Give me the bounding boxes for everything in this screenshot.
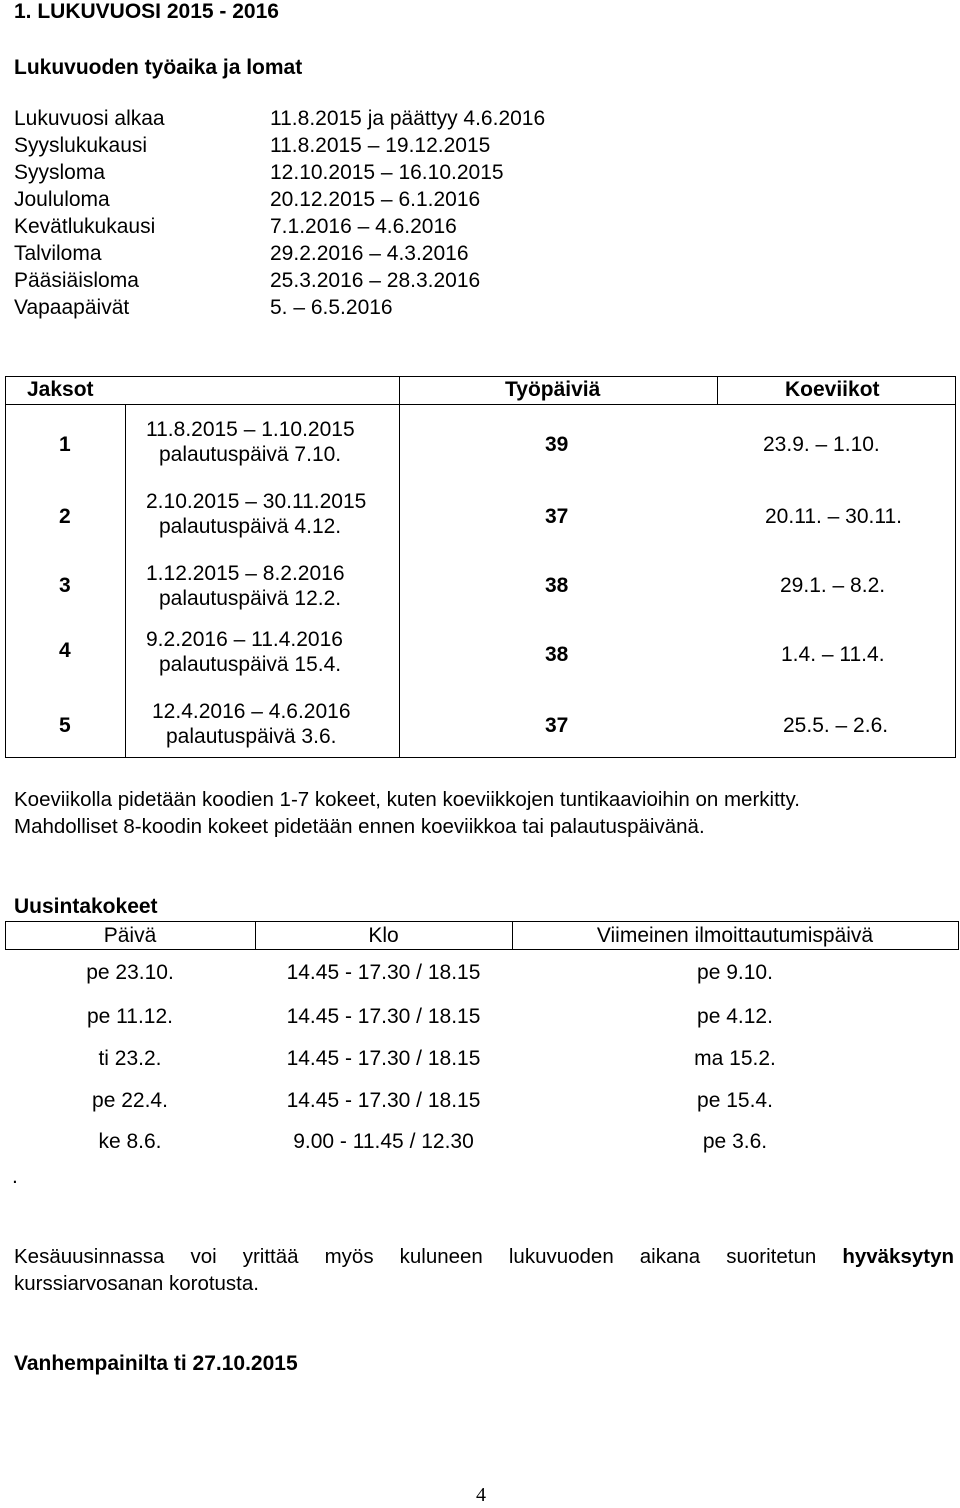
uusinta-title: Uusintakokeet [14,895,158,918]
page-heading: 1. LUKUVUOSI 2015 - 2016 [14,0,279,23]
jakso-days: 37 [545,714,569,737]
uusinta-paiva: pe 23.10. [86,961,174,984]
trailing-dot: . [12,1165,18,1188]
jakso-dates: 11.8.2015 – 1.10.2015 [146,418,355,441]
jakso-koeviikko: 25.5. – 2.6. [783,714,889,737]
uusinta-viimeinen: pe 15.4. [697,1089,773,1112]
period-label: Talviloma [14,242,102,265]
table-border [5,376,6,758]
period-value: 20.12.2015 – 6.1.2016 [270,188,481,211]
kesa-text: Kesäuusinnassa voi yrittää myös kuluneen lukuvuoden aikana suoritetun [14,1245,817,1268]
header-jaksot: Jaksot [27,378,94,401]
table-border [399,376,400,758]
vanhempainilta: Vanhempainilta ti 27.10.2015 [14,1352,298,1375]
jakso-dates: 2.10.2015 – 30.11.2015 [146,490,367,513]
period-label: Kevätlukukausi [14,215,156,238]
jakso-number: 3 [59,574,71,597]
period-value: 11.8.2015 ja päättyy 4.6.2016 [270,107,546,130]
uusinta-viimeinen: pe 9.10. [697,961,773,984]
header-klo: Klo [368,924,399,947]
period-label: Lukuvuosi alkaa [14,107,165,130]
uusinta-viimeinen: pe 3.6. [702,1130,768,1153]
period-value: 7.1.2016 – 4.6.2016 [270,215,457,238]
header-paiva: Päivä [103,924,157,947]
jakso-days: 38 [545,643,569,666]
period-value: 25.3.2016 – 28.3.2016 [270,269,481,292]
table-border [5,404,956,405]
uusinta-klo: 9.00 - 11.45 / 12.30 [293,1130,474,1153]
kesa-line-1 [14,1245,954,1269]
period-label: Syysloma [14,161,106,184]
jakso-days: 37 [545,505,569,528]
jakso-dates: 1.12.2015 – 8.2.2016 [146,562,345,585]
kesa-line-2: kurssiarvosanan korotusta. [14,1272,259,1295]
uusinta-klo: 14.45 - 17.30 / 18.15 [286,961,481,984]
jaksot-table [5,376,956,758]
uusinta-paiva: ti 23.2. [98,1047,162,1070]
uusinta-klo: 14.45 - 17.30 / 18.15 [286,1047,481,1070]
period-label: Joululoma [14,188,110,211]
uusinta-table [5,921,959,1161]
table-border [958,921,959,950]
jakso-number: 4 [59,639,71,662]
page-number: 4 [476,1484,486,1506]
header-koeviikot: Koeviikot [785,378,880,401]
note-line-1: Koeviikolla pidetään koodien 1-7 kokeet, kuten koeviikkojen tuntikaavioihin on merkitty. [14,788,800,811]
period-label: Pääsiäisloma [14,269,139,292]
jakso-number: 5 [59,714,71,737]
section-subheading: Lukuvuoden työaika ja lomat [14,56,303,79]
jakso-days: 39 [545,433,569,456]
jakso-koeviikko: 20.11. – 30.11. [765,505,903,528]
note-line-2: Mahdolliset 8-koodin kokeet pidetään ennen koeviikkoa tai palautuspäivänä. [14,815,705,838]
table-border [5,757,956,758]
jakso-palautus: palautuspäivä 12.2. [159,587,342,610]
table-border [5,921,959,922]
period-value: 29.2.2016 – 4.3.2016 [270,242,469,265]
jakso-days: 38 [545,574,569,597]
uusinta-viimeinen: pe 4.12. [697,1005,773,1028]
jakso-koeviikko: 29.1. – 8.2. [780,574,886,597]
jakso-palautus: palautuspäivä 4.12. [159,515,342,538]
period-label: Vapaapäivät [14,296,130,319]
table-border [717,376,718,404]
jakso-koeviikko: 1.4. – 11.4. [781,643,885,666]
uusinta-klo: 14.45 - 17.30 / 18.15 [286,1005,481,1028]
header-tyopaivia: Työpäiviä [505,378,601,401]
table-border [125,404,126,758]
jakso-palautus: palautuspäivä 7.10. [159,443,342,466]
table-border [5,376,956,377]
period-value: 12.10.2015 – 16.10.2015 [270,161,504,184]
period-label: Syyslukukausi [14,134,148,157]
table-border [955,376,956,758]
uusinta-paiva: pe 22.4. [92,1089,168,1112]
jakso-dates: 9.2.2016 – 11.4.2016 [146,628,343,651]
uusinta-paiva: ke 8.6. [98,1130,162,1153]
uusinta-klo: 14.45 - 17.30 / 18.15 [286,1089,481,1112]
jakso-palautus: palautuspäivä 15.4. [159,653,342,676]
uusinta-paiva: pe 11.12. [86,1005,174,1028]
kesa-bold-word: hyväksytyn [842,1245,954,1268]
jakso-koeviikko: 23.9. – 1.10. [763,433,880,456]
jakso-number: 1 [59,433,71,456]
table-border [5,949,959,950]
uusinta-viimeinen: ma 15.2. [694,1047,776,1070]
header-viimeinen: Viimeinen ilmoittautumispäivä [596,924,874,947]
period-value: 5. – 6.5.2016 [270,296,393,319]
jakso-palautus: palautuspäivä 3.6. [166,725,337,748]
period-value: 11.8.2015 – 19.12.2015 [270,134,491,157]
jakso-number: 2 [59,505,71,528]
jakso-dates: 12.4.2016 – 4.6.2016 [152,700,351,723]
